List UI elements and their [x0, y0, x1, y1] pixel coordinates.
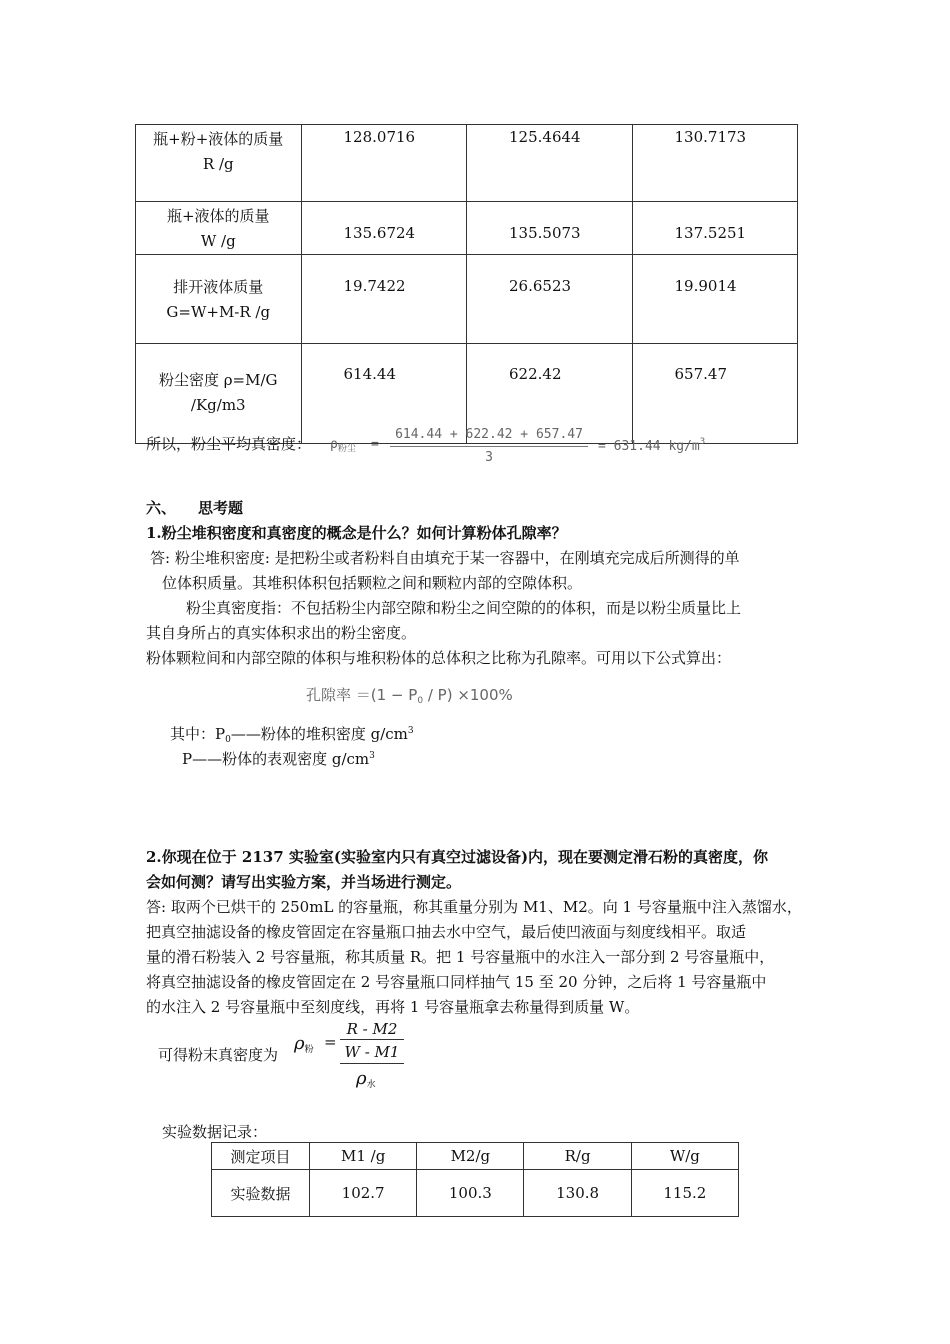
- avg-result: [598, 437, 705, 454]
- row-label: [136, 344, 302, 444]
- table-cell: 657.47: [632, 344, 798, 444]
- table-row: [136, 255, 798, 344]
- where-text: P——粉体的表观密度 g/cm: [182, 750, 370, 768]
- header-cell: W/g: [631, 1143, 738, 1170]
- table-cell: 实验数据: [212, 1170, 310, 1217]
- header-cell: 测定项目: [212, 1143, 310, 1170]
- q1-line: 答: 粉尘堆积密度: 是把粉尘或者粉料自由填充于某一容器中，在刚填充完成后所测得的单: [150, 549, 740, 567]
- where-p: [182, 744, 375, 771]
- table-cell: 137.5251: [632, 202, 798, 255]
- table-cell: 19.7422: [301, 255, 467, 344]
- table-cell: 115.2: [631, 1170, 738, 1217]
- q1-title: 1.粉尘堆积密度和真密度的概念是什么？如何计算粉体孔隙率？: [146, 524, 567, 542]
- where-sup: 3: [369, 751, 375, 761]
- row-label: [136, 202, 302, 255]
- fraction-bar: [340, 1063, 404, 1064]
- table-cell: 102.7: [310, 1170, 417, 1217]
- label-line: G=W+M-R /g: [166, 303, 271, 321]
- avg-prefix: 所以，粉尘平均真密度：: [146, 435, 312, 453]
- label-line: /Kg/m3: [190, 396, 246, 414]
- row-label: [136, 125, 302, 202]
- q1-line: 位体积质量。其堆积体积包括颗粒之间和颗粒内部的空隙体积。: [162, 574, 583, 592]
- table-row: [136, 125, 798, 202]
- table-cell: 19.9014: [632, 255, 798, 344]
- where-text: 其中：P: [170, 725, 226, 743]
- label-line: W /g: [200, 232, 236, 250]
- rho-symbol: ρ: [356, 1068, 367, 1089]
- table-cell: 135.5073: [467, 202, 633, 255]
- header-cell: M1 /g: [310, 1143, 417, 1170]
- experiment-data-table: [211, 1142, 739, 1217]
- q2-formula-prefix: 可得粉末真密度为: [158, 1046, 279, 1064]
- q2-title: 会如何测？请写出实验方案，并当场进行测定。: [146, 873, 462, 891]
- result-text: = 631.44 kg/m: [598, 439, 700, 454]
- rho-subscript: 粉: [304, 1045, 314, 1055]
- avg-equals: =: [371, 437, 379, 452]
- table-cell: 130.8: [524, 1170, 631, 1217]
- q2-line: 把真空抽滤设备的橡皮管固定在容量瓶口抽去水中空气，最后使凹液面与刻度线相平。取适: [146, 923, 747, 941]
- table-cell: 622.42: [467, 344, 633, 444]
- table-cell: 26.6523: [467, 255, 633, 344]
- q2-line: 答: 取两个已烘干的 250mL 的容量瓶，称其重量分别为 M1、M2。向 1 号容量瓶中注入蒸馏水，: [146, 898, 802, 916]
- rho-water: [356, 1068, 376, 1090]
- section-title: 思考题: [198, 499, 244, 517]
- q2-equals: =: [324, 1033, 337, 1051]
- density-table: [135, 124, 798, 444]
- label-line: R /g: [202, 155, 234, 173]
- formula-sub: 0: [417, 696, 424, 706]
- formula-part: / P) ×100%: [423, 686, 513, 704]
- table-cell: 100.3: [417, 1170, 524, 1217]
- label-line: 瓶+粉+液体的质量: [153, 130, 284, 148]
- label-line: 粉尘密度 ρ=M/G: [158, 371, 278, 389]
- rho-subscript: 粉尘: [337, 444, 356, 454]
- table-header-row: [212, 1143, 739, 1170]
- header-cell: M2/g: [417, 1143, 524, 1170]
- q1-line: 粉体颗粒间和内部空隙的体积与堆积粉体的总体积之比称为孔隙率。可用以下公式算出：: [146, 649, 732, 667]
- header-cell: R/g: [524, 1143, 631, 1170]
- section-number: 六、: [146, 499, 177, 517]
- where-sup: 3: [407, 726, 414, 736]
- rho-powder: [294, 1033, 314, 1055]
- q2-line: 量的滑石粉装入 2 号容量瓶，称其质量 R。把 1 号容量瓶中的水注入一部分到 2 号容量瓶中，: [146, 948, 775, 966]
- row-label: [136, 255, 302, 344]
- table-cell: 125.4644: [467, 125, 633, 202]
- porosity-formula: [306, 684, 513, 706]
- rho-symbol: ρ: [330, 437, 338, 452]
- section-heading: [146, 496, 243, 520]
- result-sup: 3: [699, 437, 706, 447]
- q2-line: 将真空抽滤设备的橡皮管固定在 2 号容量瓶口同样抽气 15 至 20 分钟，之后将 1 号容量瓶中: [146, 973, 767, 991]
- table-cell: 614.44: [301, 344, 467, 444]
- record-label: 实验数据记录：: [162, 1123, 268, 1141]
- table-cell: 128.0716: [301, 125, 467, 202]
- table-row: [136, 202, 798, 255]
- formula-part: 孔隙率 ＝(1 − P: [306, 686, 418, 704]
- fraction-bar: [390, 446, 588, 447]
- avg-denominator: 3: [485, 450, 493, 465]
- rho-subscript: 水: [366, 1080, 376, 1090]
- where-text: ——粉体的堆积密度 g/cm: [230, 725, 408, 743]
- fraction-bar: [340, 1039, 404, 1040]
- q2-title: 2.你现在位于 2137 实验室(实验室内只有真空过滤设备)内，现在要测定滑石粉的真密度，你: [146, 848, 769, 866]
- table-cell: 135.6724: [301, 202, 467, 255]
- avg-rho: [330, 437, 356, 454]
- where-sub: 0: [225, 735, 231, 745]
- rho-symbol: ρ: [294, 1033, 305, 1054]
- table-cell: 130.7173: [632, 125, 798, 202]
- q2-den-inner: W - M1: [344, 1043, 400, 1061]
- q2-line: 的水注入 2 号容量瓶中至刻度线，再将 1 号容量瓶拿去称量得到质量 W。: [146, 998, 640, 1016]
- q1-line: 粉尘真密度指：不包括粉尘内部空隙和粉尘之间空隙的的体积，而是以粉尘质量比上: [186, 599, 742, 617]
- table-row: [212, 1170, 739, 1217]
- label-line: 排开液体质量: [173, 278, 264, 296]
- avg-numerator: 614.44 + 622.42 + 657.47: [395, 427, 583, 442]
- label-line: 瓶+液体的质量: [166, 207, 270, 225]
- q1-line: 其自身所占的真实体积求出的粉尘密度。: [146, 624, 417, 642]
- q2-numerator: R - M2: [346, 1020, 398, 1038]
